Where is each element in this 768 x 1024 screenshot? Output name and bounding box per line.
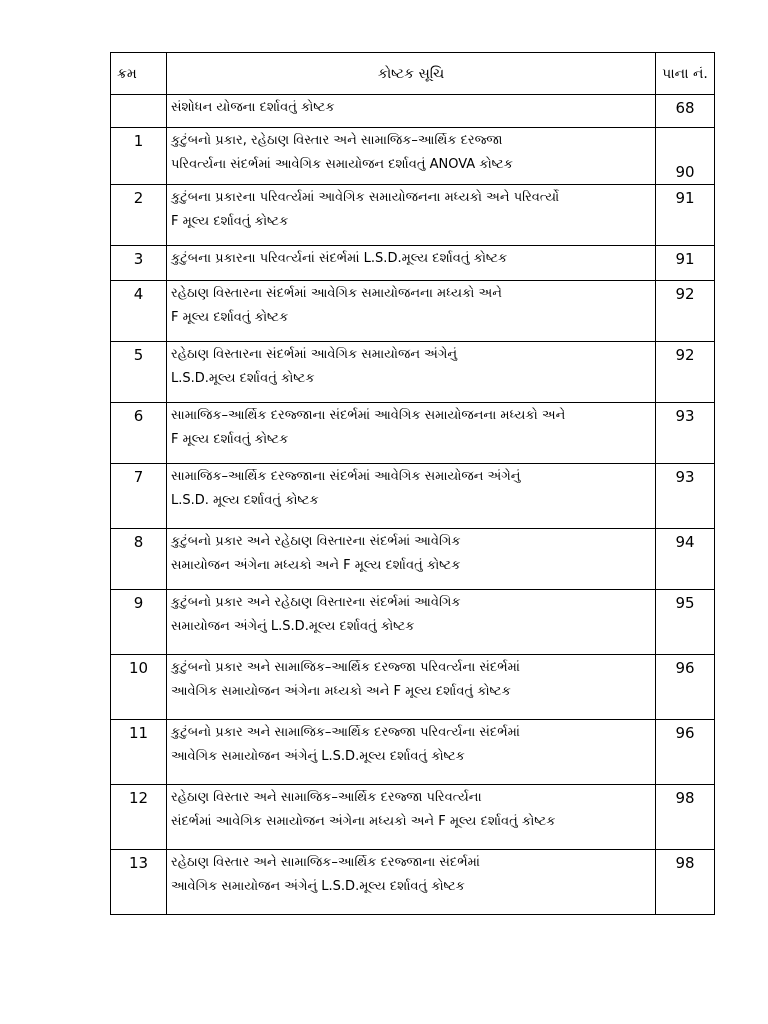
title-line: F મૂલ્ય દર્શાવતું કોષ્ટક: [171, 432, 289, 447]
row-page-number: 98: [656, 785, 715, 850]
title-line: આવેગિક સમાયોજન અંગેનું L.S.D.મૂલ્ય દર્શાવતું કોષ્ટક: [171, 879, 465, 894]
title-line: કુટુંબનો પ્રકાર અને રહેઠાણ વિસ્તારના સંદર્ભમાં આવેગિક: [171, 534, 461, 549]
table-row: [111, 590, 715, 655]
row-serial-number: 10: [111, 655, 167, 720]
title-line: રહેઠાણ વિસ્તારના સંદર્ભમાં આવેગિક સમાયોજનના મધ્યકો અને: [171, 286, 502, 301]
title-line: રહેઠાણ વિસ્તાર અને સામાજિક–આર્થિક દરજ્જાના સંદર્ભમાં: [171, 855, 480, 870]
row-serial-number: 9: [111, 590, 167, 655]
row-serial-number: [111, 95, 167, 128]
title-line: સંદર્ભમાં આવેગિક સમાયોજન અંગેના મધ્યકો અને F મૂલ્ય દર્શાવતું કોષ્ટક: [171, 814, 556, 829]
title-line: રહેઠાણ વિસ્તાર અને સામાજિક–આર્થિક દરજ્જા પરિવર્ત્યના: [171, 790, 482, 805]
table-row: [111, 281, 715, 342]
title-line: પરિવર્ત્યના સંદર્ભમાં આવેગિક સમાયોજન દર્શાવતું ANOVA કોષ્ટક: [171, 157, 513, 172]
title-line: કુટુંબના પ્રકારના પરિવર્ત્યમાં આવેગિક સમાયોજનના મધ્યકો અને પરિવર્ત્યો: [171, 190, 560, 205]
title-line: F મૂલ્ય દર્શાવતું કોષ્ટક: [171, 214, 289, 229]
row-table-title: [167, 655, 656, 720]
row-page-number: 68: [656, 95, 715, 128]
title-line: F મૂલ્ય દર્શાવતું કોષ્ટક: [171, 310, 289, 325]
title-line: L.S.D.મૂલ્ય દર્શાવતું કોષ્ટક: [171, 371, 315, 386]
row-page-number: 93: [656, 464, 715, 529]
row-page-number: 91: [656, 246, 715, 281]
table-row: [111, 403, 715, 464]
row-page-number: 96: [656, 655, 715, 720]
row-table-title: [167, 342, 656, 403]
row-page-number: 91: [656, 185, 715, 246]
row-page-number: 93: [656, 403, 715, 464]
row-table-title: [167, 403, 656, 464]
row-serial-number: 13: [111, 850, 167, 915]
row-table-title: [167, 464, 656, 529]
table-row: [111, 464, 715, 529]
title-line: કુટુંબનો પ્રકાર, રહેઠાણ વિસ્તાર અને સામાજિક–આર્થિક દરજ્જા: [171, 133, 503, 148]
row-page-number: 96: [656, 720, 715, 785]
row-table-title: [167, 95, 656, 128]
title-line: કુટુંબનો પ્રકાર અને રહેઠાણ વિસ્તારના સંદર્ભમાં આવેગિક: [171, 595, 461, 610]
row-serial-number: 7: [111, 464, 167, 529]
row-page-number: 98: [656, 850, 715, 915]
table-row: [111, 655, 715, 720]
title-line: કુટુંબનો પ્રકાર અને સામાજિક–આર્થિક દરજ્જા પરિવર્ત્યના સંદર્ભમાં: [171, 660, 520, 675]
title-line: આવેગિક સમાયોજન અંગેનું L.S.D.મૂલ્ય દર્શાવતું કોષ્ટક: [171, 749, 465, 764]
title-line: રહેઠાણ વિસ્તારના સંદર્ભમાં આવેગિક સમાયોજન અંગેનું: [171, 347, 458, 362]
table-row: [111, 529, 715, 590]
row-table-title: [167, 246, 656, 281]
row-serial-number: 12: [111, 785, 167, 850]
row-serial-number: 5: [111, 342, 167, 403]
row-table-title: [167, 590, 656, 655]
title-line: સામાજિક–આર્થિક દરજ્જાના સંદર્ભમાં આવેગિક સમાયોજનના મધ્યકો અને: [171, 408, 566, 423]
row-page-number: 94: [656, 529, 715, 590]
table-row: [111, 128, 715, 185]
table-row: [111, 785, 715, 850]
header-page-number: પાના નં.: [656, 53, 715, 95]
table-row: [111, 246, 715, 281]
row-table-title: [167, 185, 656, 246]
title-line: સમાયોજન અંગેનું L.S.D.મૂલ્ય દર્શાવતું કોષ્ટક: [171, 619, 415, 634]
row-table-title: [167, 529, 656, 590]
title-line: સામાજિક–આર્થિક દરજ્જાના સંદર્ભમાં આવેગિક સમાયોજન અંગેનું: [171, 469, 521, 484]
title-line: કુટુંબનો પ્રકાર અને સામાજિક–આર્થિક દરજ્જા પરિવર્ત્યના સંદર્ભમાં: [171, 725, 520, 740]
row-table-title: [167, 720, 656, 785]
table-row: [111, 720, 715, 785]
row-table-title: [167, 128, 656, 185]
table-body: [111, 95, 715, 915]
header-row: [111, 53, 715, 95]
row-page-number: 95: [656, 590, 715, 655]
row-table-title: [167, 281, 656, 342]
row-serial-number: 3: [111, 246, 167, 281]
row-page-number: 92: [656, 281, 715, 342]
title-line: સમાયોજન અંગેના મધ્યકો અને F મૂલ્ય દર્શાવતું કોષ્ટક: [171, 558, 461, 573]
row-serial-number: 4: [111, 281, 167, 342]
table-row: [111, 95, 715, 128]
header-serial: ક્રમ: [111, 53, 167, 95]
title-line: આવેગિક સમાયોજન અંગેના મધ્યકો અને F મૂલ્ય દર્શાવતું કોષ્ટક: [171, 684, 511, 699]
row-serial-number: 1: [111, 128, 167, 185]
header-table-list: કોષ્ટક સૂચિ: [167, 53, 656, 95]
row-table-title: [167, 850, 656, 915]
row-serial-number: 11: [111, 720, 167, 785]
title-line: L.S.D. મૂલ્ય દર્શાવતું કોષ્ટક: [171, 493, 319, 508]
row-table-title: [167, 785, 656, 850]
row-serial-number: 8: [111, 529, 167, 590]
table-of-contents: [110, 52, 715, 915]
row-page-number: 92: [656, 342, 715, 403]
title-line: સંશોધન યોજના દર્શાવતું કોષ્ટક: [171, 100, 335, 115]
title-line: કુટુંબના પ્રકારના પરિવર્ત્યનાં સંદર્ભમાં L.S.D.મૂલ્ય દર્શાવતું કોષ્ટક: [171, 251, 508, 266]
table-row: [111, 342, 715, 403]
table-row: [111, 185, 715, 246]
row-page-number: 90: [656, 128, 715, 185]
row-serial-number: 2: [111, 185, 167, 246]
row-serial-number: 6: [111, 403, 167, 464]
table-row: [111, 850, 715, 915]
